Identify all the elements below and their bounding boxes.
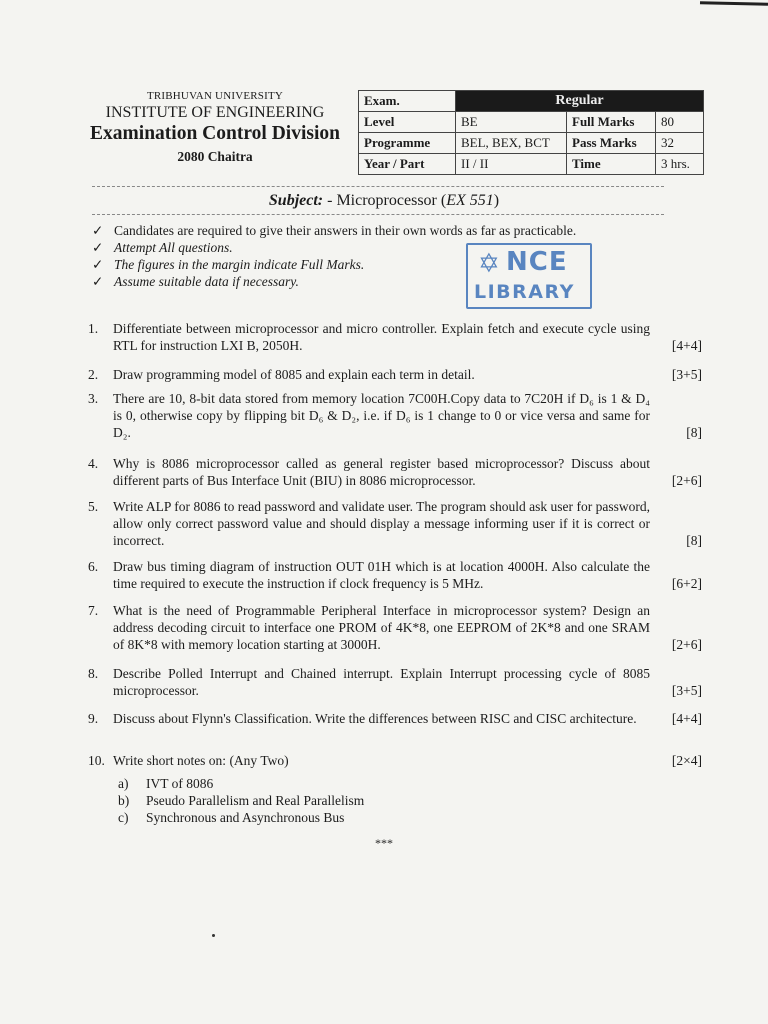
page-edge-mark (700, 1, 768, 5)
full-marks-label: Full Marks (567, 112, 656, 133)
question-marks: [3+5] (671, 367, 702, 382)
subject-line (0, 192, 768, 210)
list-item (118, 809, 364, 826)
exam-info-table (358, 90, 704, 175)
list-letter: c) (118, 810, 129, 825)
table-row (359, 91, 704, 112)
question-marks: [4+4] (671, 711, 702, 726)
question-item (88, 558, 704, 592)
divider (92, 214, 664, 215)
question-item (88, 390, 704, 441)
exam-label: Exam. (359, 91, 456, 112)
question-item (88, 602, 704, 653)
subject-code: EX 551 (446, 192, 494, 209)
list-text: Pseudo Parallelism and Real Parallelism (146, 793, 365, 808)
table-row (359, 133, 704, 154)
question-marks: [2+6] (671, 637, 702, 652)
question-item (88, 455, 704, 489)
check-icon: ✓ (92, 274, 104, 289)
question-number: 2. (88, 367, 99, 382)
instruction-text: Candidates are required to give their answers in their own words as far as practicable. (114, 223, 577, 238)
exam-type: Regular (456, 91, 704, 112)
question-text: Why is 8086 microprocessor called as general register based microprocessor? Discuss about different parts of Bus Interface Unit (BIU) in 8086 microprocessor. (113, 456, 650, 488)
instruction-text: The figures in the margin indicate Full Marks. (114, 257, 365, 272)
question-number: 8. (88, 666, 99, 681)
year-part-value: II / II (456, 154, 567, 175)
table-row (359, 154, 704, 175)
list-text: Synchronous and Asynchronous Bus (146, 810, 345, 825)
question-number: 7. (88, 603, 99, 618)
check-icon: ✓ (92, 257, 104, 272)
level-value: BE (456, 112, 567, 133)
question-text: What is the need of Programmable Peripheral Interface in microprocessor system? Design an address decoding circuit to interface one PROM of 4K*8, one EEPROM of 2K*8 and one SRAM of 8K*8 with memory location starting at 3000H. (113, 603, 650, 652)
question-text: Differentiate between microprocessor and micro controller. Explain fetch and execute cycle using RTL for instruction LXI B, 2050H. (113, 321, 650, 353)
list-letter: a) (118, 776, 129, 791)
institute-name: INSTITUTE OF ENGINEERING (105, 104, 325, 121)
instruction-text: Assume suitable data if necessary. (114, 274, 299, 289)
time-label: Time (567, 154, 656, 175)
pass-marks-label: Pass Marks (567, 133, 656, 154)
star-of-david-icon: ✡ (478, 249, 500, 279)
pass-marks-value: 32 (656, 133, 704, 154)
stamp-subtitle: LIBRARY (474, 281, 575, 303)
university-name: TRIBHUVAN UNIVERSITY (146, 90, 284, 102)
time-value: 3 hrs. (656, 154, 704, 175)
speck (212, 934, 215, 937)
division-name: Examination Control Division (90, 123, 340, 144)
question-item (88, 320, 704, 354)
question-text: Write short notes on: (Any Two) (113, 753, 289, 768)
question-number: 10. (88, 753, 105, 768)
table-row (359, 112, 704, 133)
instruction-text: Attempt All questions. (114, 240, 233, 255)
subject-close: ) (493, 192, 500, 209)
year-part-label: Year / Part (359, 154, 456, 175)
exam-session: 2080 Chaitra (177, 149, 253, 164)
question-item (88, 710, 704, 727)
stamp-title: NCE (506, 247, 568, 277)
question-item (88, 366, 704, 383)
question-text: Describe Polled Interrupt and Chained interrupt. Explain Interrupt processing cycle of 8085 microprocessor. (113, 666, 650, 698)
short-notes-list (118, 775, 364, 826)
question-marks: [3+5] (671, 683, 702, 698)
institution-header (80, 90, 350, 165)
question-item (88, 665, 704, 699)
level-label: Level (359, 112, 456, 133)
list-item (118, 775, 364, 792)
full-marks-value: 80 (656, 112, 704, 133)
question-number: 5. (88, 499, 99, 514)
question-number: 6. (88, 559, 99, 574)
question-marks: [2×4] (671, 753, 702, 768)
question-number: 4. (88, 456, 99, 471)
question-marks: [8] (686, 425, 702, 440)
question-text: Draw programming model of 8085 and explain each term in detail. (113, 367, 475, 382)
question-number: 9. (88, 711, 99, 726)
library-stamp (466, 243, 592, 309)
question-text: There are 10, 8-bit data stored from memory location 7C00H.Copy data to 7C20H if D₆ is 1 & D₄ is 0, otherwise copy by flipping bit D₆ & D₂, i.e. if D₆ is 1 change to 0 or vice versa and same for D₂. (113, 391, 650, 440)
programme-label: Programme (359, 133, 456, 154)
programme-value: BEL, BEX, BCT (456, 133, 567, 154)
question-marks: [2+6] (671, 473, 702, 488)
subject-name: - Microprocessor ( (323, 192, 447, 209)
question-number: 1. (88, 321, 99, 336)
question-text: Draw bus timing diagram of instruction OUT 01H which is at location 4000H. Also calculate the time required to execute the instruction if clock frequency is 5 MHz. (113, 559, 650, 591)
check-icon: ✓ (92, 223, 104, 238)
question-item (88, 498, 704, 549)
instruction-item (92, 222, 652, 239)
list-letter: b) (118, 793, 130, 808)
question-marks: [4+4] (671, 338, 702, 353)
check-icon: ✓ (92, 240, 104, 255)
divider (92, 186, 664, 187)
question-marks: [6+2] (671, 576, 702, 591)
question-marks: [8] (686, 533, 702, 548)
question-number: 3. (88, 391, 99, 406)
question-text: Discuss about Flynn's Classification. Write the differences between RISC and CISC architecture. (113, 711, 637, 726)
subject-label: Subject: (268, 192, 324, 209)
list-text: IVT of 8086 (146, 776, 214, 791)
question-item (88, 752, 704, 769)
question-text: Write ALP for 8086 to read password and validate user. The program should ask user for password, allow only correct password value and should display a message informing user if it is correct or incorrect. (113, 499, 650, 548)
list-item (118, 792, 364, 809)
end-marker: *** (375, 836, 393, 850)
